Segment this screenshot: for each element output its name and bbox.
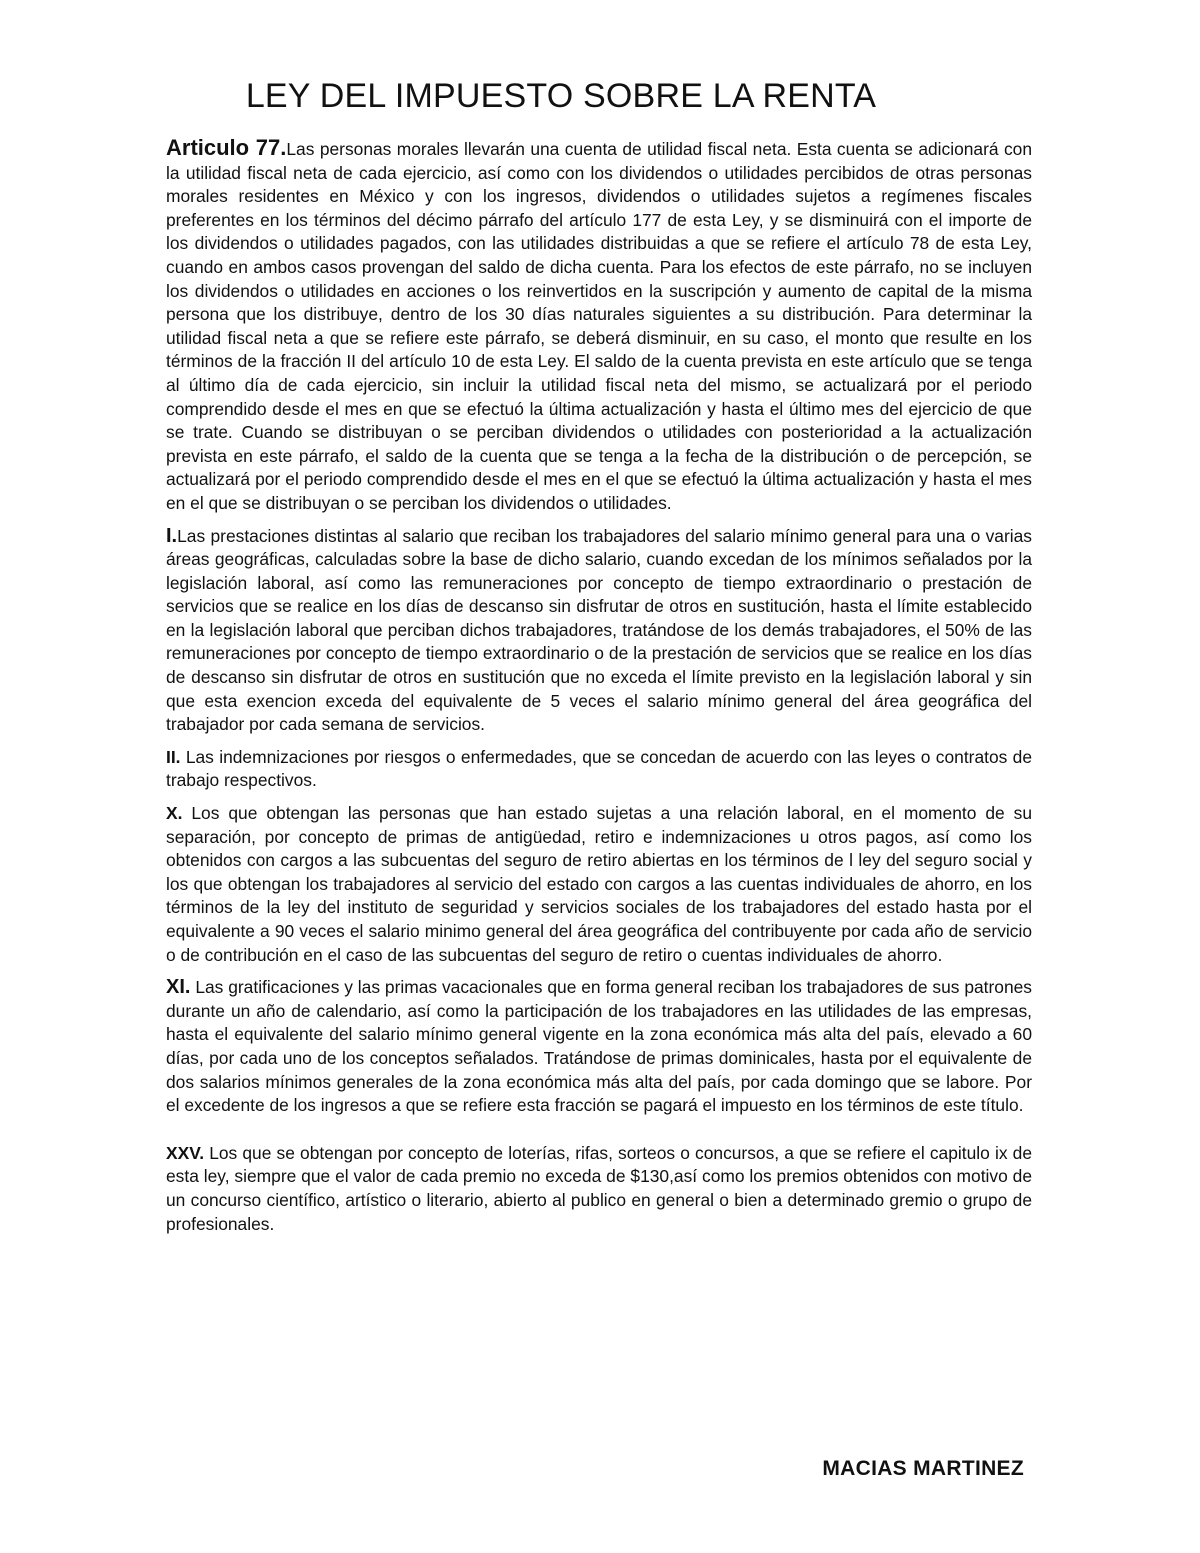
fraction-ii-paragraph: [166, 746, 1032, 793]
fraction-text: Los que obtengan las personas que han estado sujetas a una relación laboral, en el momento de su separación, por concepto de primas de antigüedad, retiro e indemnizaciones u otros pagos, así como los obtenidos con cargos a las subcuentas del seguro de retiro abiertas en los términos de l ley del seguro social y los que obtengan los trabajadores al servicio del estado con cargos a las cuentas individuales de ahorro, en los términos de la ley del instituto de seguridad y servicios sociales de los trabajadores del estado hasta por el equivalente a 90 veces el salario minimo general del área geográfica del contribuyente por cada año de servicio o de contribución en el caso de las subcuentas del seguro de retiro o cuentas individuales de ahorro.: [166, 803, 1032, 965]
fraction-xxv-paragraph: [166, 1142, 1032, 1236]
fraction-text: Las gratificaciones y las primas vacacionales que en forma general reciban los trabajadores de sus patrones durante un año de calendario, así como la participación de los trabajadores en las utilidades de las empresas, hasta el equivalente del salario mínimo general vigente en la zona económica más alta del país, elevado a 60 días, por cada uno de los conceptos señalados. Tratándose de primas dominicales, hasta por el equivalente de dos salarios mínimos generales de la zona económica más alta del país, por cada domingo que se labore. Por el excedente de los ingresos a que se refiere esta fracción se pagará el impuesto en los términos de este título.: [166, 977, 1032, 1116]
fraction-label: I.: [166, 524, 178, 547]
fraction-xi-paragraph: [166, 976, 1032, 1118]
fraction-i-paragraph: [166, 525, 1032, 737]
article-label: Articulo 77.: [166, 135, 287, 160]
fraction-label: XI.: [166, 976, 191, 999]
fraction-label: II.: [166, 746, 181, 767]
fraction-label: XXV.: [166, 1142, 205, 1163]
document-body: [166, 136, 1032, 1236]
author-signature: MACIAS MARTINEZ: [822, 1457, 1024, 1480]
article-77-paragraph: [166, 136, 1032, 516]
article-text: Las personas morales llevarán una cuenta de utilidad fiscal neta. Esta cuenta se adicionará con la utilidad fiscal neta de cada ejercicio, así como con los dividendos o utilidades percibidos de otras personas morales residentes en México y con los ingresos, dividendos o utilidades sujetos a regímenes fiscales preferentes en los términos del décimo párrafo del artículo 177 de esta Ley, y se disminuirá con el importe de los dividendos o utilidades pagados, con las utilidades distribuidas a que se refiere el artículo 78 de esta Ley, cuando en ambos casos provengan del saldo de dicha cuenta. Para los efectos de este párrafo, no se incluyen los dividendos o utilidades en acciones o los reinvertidos en la suscripción y aumento de capital de la misma persona que los distribuye, dentro de los 30 días naturales siguientes a su distribución. Para determinar la utilidad fiscal neta a que se refiere este párrafo, se deberá disminuir, en su caso, el monto que resulte en los términos de la fracción II del artículo 10 de esta Ley. El saldo de la cuenta prevista en este artículo que se tenga al último día de cada ejercicio, sin incluir la utilidad fiscal neta del mismo, se actualizará por el periodo comprendido desde el mes en que se efectuó la última actualización y hasta el último mes del ejercicio de que se trate. Cuando se distribuyan o se perciban dividendos o utilidades con posterioridad a la actualización prevista en este párrafo, el saldo de la cuenta que se tenga a la fecha de la distribución o de percepción, se actualizará por el periodo comprendido desde el mes en el que se efectuó la última actualización y hasta el mes en el que se distribuyan o se perciban los dividendos o utilidades.: [166, 139, 1033, 513]
fraction-x-paragraph: [166, 802, 1032, 967]
fraction-text: Los que se obtengan por concepto de loterías, rifas, sorteos o concursos, a que se refiere el capitulo ix de esta ley, siempre que el valor de cada premio no exceda de $130,así como los premios obtenidos con motivo de un concurso científico, artístico o literario, abierto al publico en general o bien a determinado gremio o grupo de profesionales.: [166, 1142, 1032, 1234]
document-title: LEY DEL IMPUESTO SOBRE LA RENTA: [245, 77, 877, 115]
fraction-text: Las prestaciones distintas al salario que reciban los trabajadores del salario mínimo general para una o varias áreas geográficas, calculadas sobre la base de dicho salario, cuando excedan de los mínimos señalados por la legislación laboral, así como las remuneraciones por concepto de tiempo extraordinario o prestación de servicios que se realice en los días de descanso sin disfrutar de otros en sustitución, hasta el límite establecido en la legislación laboral que perciban dichos trabajadores, tratándose de los demás trabajadores, el 50% de las remuneraciones por concepto de tiempo extraordinario o de la prestación de servicios que se realice en los días de descanso sin disfrutar de otros en sustitución que no exceda el límite previsto en la legislación laboral y sin que esta exencion exceda del equivalente de 5 veces el salario mínimo general del área geográfica del trabajador por cada semana de servicios.: [166, 525, 1032, 735]
fraction-label: X.: [166, 803, 183, 824]
fraction-text: Las indemnizaciones por riesgos o enfermedades, que se concedan de acuerdo con las leyes o contratos de trabajo respectivos.: [166, 746, 1032, 791]
